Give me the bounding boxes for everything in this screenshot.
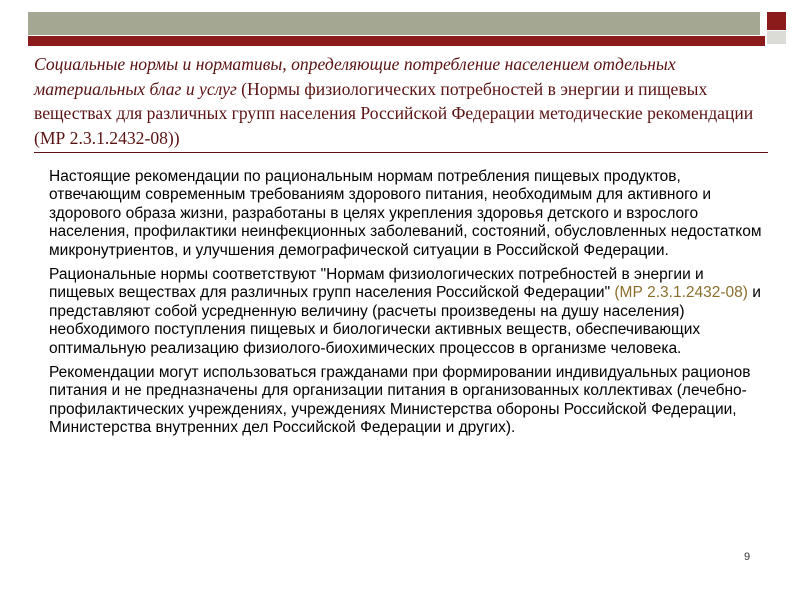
slide-body [34,168,762,444]
paragraph-2-text-before: Рациональные нормы соответствуют "Нормам физиологических потребностей в энергии и пищевых веществах для различных групп населения Российской Федерации" [49,266,704,302]
slide-title-italic: Социальные нормы и нормативы, определяющие потребление населением отдельных материальных благ и услуг [34,54,676,99]
bullet-icon [34,272,40,278]
paragraph-2 [34,266,762,358]
document-reference: (МР 2.3.1.2432-08) [614,284,748,302]
bullet-icon [34,174,40,180]
header-accent-square-grey [767,31,786,44]
header-rule [28,36,765,46]
paragraph-3-text: Рекомендации могут использоваться гражданами при формировании индивидуальных рационов питания и не предназначены для организации питания в организованных коллективах (лечебно-профилактических учреждениях, учреждениях Министерства обороны Российской Федерации, Министерства внутренних дел Российской Федерации и других). [49,364,751,437]
paragraph-1-text: Настоящие рекомендации по рациональным нормам потребления пищевых продуктов, отвечающим современным требованиям здорового питания, необходимым для активного и здорового образа жизни, разработаны в целях укрепления здоровья детского и взрослого населения, профилактики неинфекционных заболеваний, состояний, обусловленных недостатком микронутриентов, и улучшения демографической ситуации в Российской Федерации. [49,168,762,259]
title-underline [34,152,768,153]
bullet-icon [34,370,40,376]
paragraph-1 [34,168,762,260]
slide-title-regular: (Нормы физиологических потребностей в энергии и пищевых веществах для различных групп населения Российской Федерации методические рекомендации (МР 2.3.1.2432-08)) [34,78,754,148]
slide-title [34,52,774,150]
paragraph-2-text-after: и представляют собой усредненную величину (расчеты произведены на душу населения) необходимого поступления пищевых и биологически активных веществ, обеспечивающих оптимальную реализацию физиолого-биохимических процессов в организме человека. [49,284,761,357]
header-accent-square [767,12,786,30]
page-number: 9 [744,551,751,563]
paragraph-3 [34,364,762,438]
header-band [28,12,760,35]
